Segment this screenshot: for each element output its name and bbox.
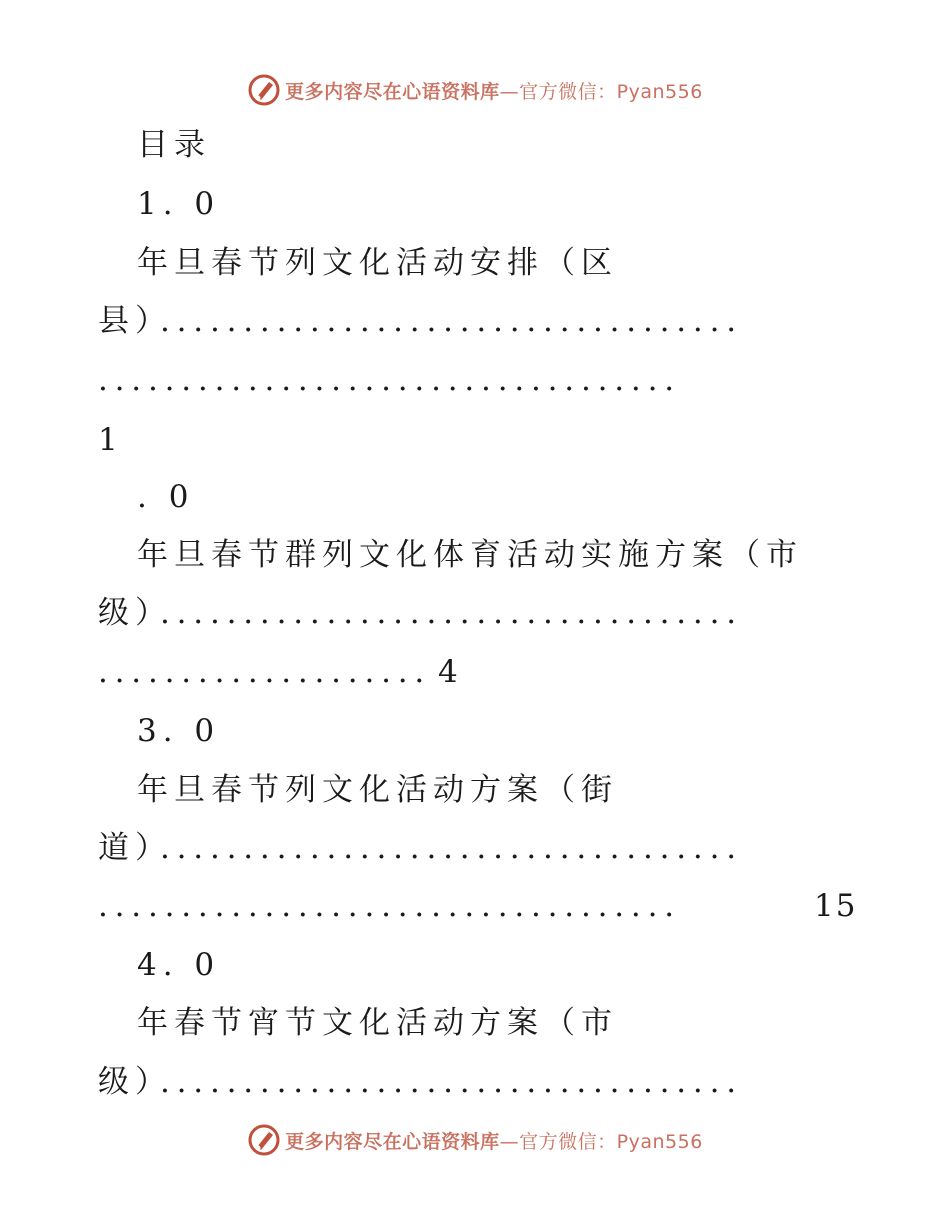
pen-seal-logo-icon xyxy=(247,73,281,107)
toc-entry-4-title-cont: 级） xyxy=(98,1064,172,1100)
toc-entry-1-number: 1. 0 xyxy=(137,186,221,222)
watermark-banner-top xyxy=(0,70,950,110)
toc-entry-4-number: 4. 0 xyxy=(137,947,221,983)
toc-entry-1-title: 年旦春节列文化活动安排（区 xyxy=(137,245,618,281)
watermark-text: 更多内容尽在心语资料库 xyxy=(285,80,500,103)
toc-entry-3-leader-cont: ................................... xyxy=(98,888,681,924)
toc-entry-3-number: 3. 0 xyxy=(137,713,221,749)
toc-entry-4-title: 年春节宵节文化活动方案（市 xyxy=(137,1005,618,1041)
toc-entry-2-number: . 0 xyxy=(137,479,195,515)
watermark-text: 更多内容尽在心语资料库 xyxy=(285,1130,500,1153)
pen-seal-logo-icon xyxy=(247,1123,281,1157)
watermark-contact: —官方微信：Pyan556 xyxy=(499,1130,703,1153)
toc-entry-2-leader: ................................... xyxy=(160,595,743,631)
toc-entry-2-leader-cont: .................... xyxy=(98,654,432,690)
toc-entry-1-title-cont: 县） xyxy=(98,303,172,339)
watermark-banner-bottom xyxy=(0,1120,950,1160)
toc-heading: 目录 xyxy=(137,127,211,163)
toc-entry-2-title-cont: 级） xyxy=(98,595,172,631)
toc-entry-3-title-cont: 道） xyxy=(98,830,172,866)
toc-entry-2-page: 4 xyxy=(438,654,464,690)
toc-entry-1-leader: ................................... xyxy=(160,303,743,339)
toc-entry-4-leader: ................................... xyxy=(160,1064,743,1100)
toc-entry-1-page: 1 xyxy=(98,422,124,458)
toc-entry-3-page: 15 xyxy=(814,888,858,924)
toc-entry-3-title: 年旦春节列文化活动方案（街 xyxy=(137,772,618,808)
toc-entry-2-title: 年旦春节群列文化体育活动实施方案（市 xyxy=(137,537,803,573)
watermark-contact: —官方微信：Pyan556 xyxy=(499,80,703,103)
toc-entry-1-leader-cont: ................................... xyxy=(98,362,681,398)
toc-entry-3-leader: ................................... xyxy=(160,830,743,866)
